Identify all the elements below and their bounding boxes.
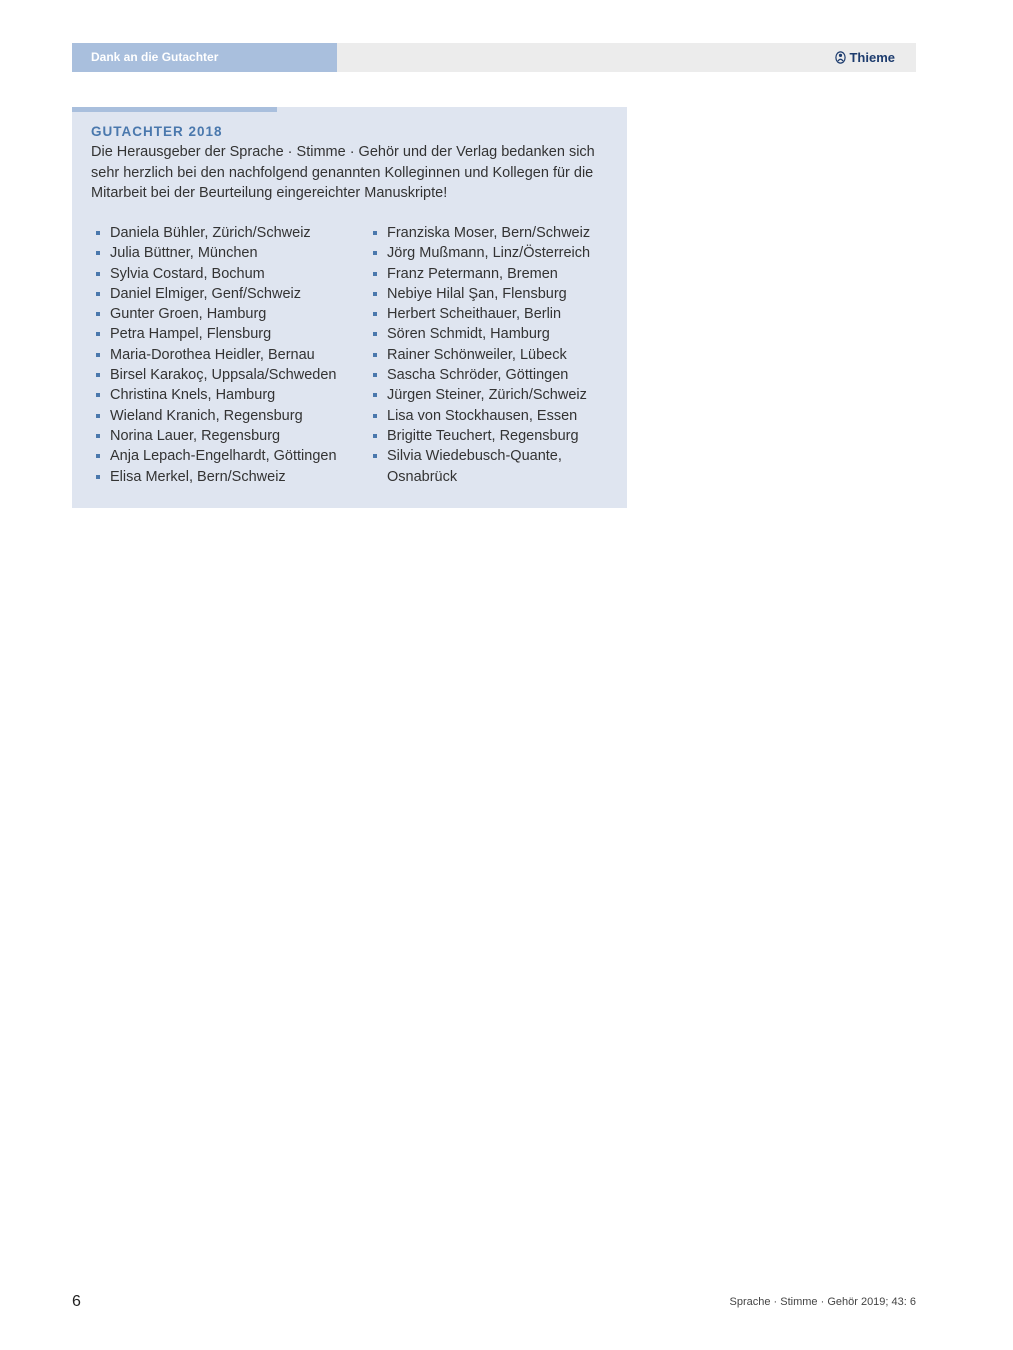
reviewer-list-item: Silvia Wiedebusch-Quante, Osnabrück xyxy=(371,446,611,487)
reviewer-list-item: Brigitte Teuchert, Regensburg xyxy=(371,426,611,446)
reviewer-list-item: Lisa von Stockhausen, Essen xyxy=(371,406,611,426)
reviewer-list-item: Julia Büttner, München xyxy=(94,243,354,263)
reviewer-list-item: Birsel Karakoç, Uppsala/Schweden xyxy=(94,365,354,385)
reviewer-list-item: Rainer Schönweiler, Lübeck xyxy=(371,345,611,365)
reviewer-list-item: Sylvia Costard, Bochum xyxy=(94,264,354,284)
reviewer-list-item: Anja Lepach-Engelhardt, Göttingen xyxy=(94,446,354,466)
journal-citation: Sprache · Stimme · Gehör 2019; 43: 6 xyxy=(729,1296,916,1308)
section-label: Dank an die Gutachter xyxy=(72,43,337,72)
reviewer-list-left xyxy=(94,223,354,487)
reviewer-list-item: Jürgen Steiner, Zürich/Schweiz xyxy=(371,385,611,405)
reviewer-list-item: Jörg Mußmann, Linz/Österreich xyxy=(371,243,611,263)
reviewer-list-item: Norina Lauer, Regensburg xyxy=(94,426,354,446)
thieme-emblem-icon xyxy=(835,51,846,64)
reviewers-box xyxy=(72,107,627,508)
reviewer-list-item: Herbert Scheithauer, Berlin xyxy=(371,304,611,324)
reviewer-list-item: Christina Knels, Hamburg xyxy=(94,385,354,405)
publisher-logo xyxy=(835,43,895,72)
reviewer-list-item: Sören Schmidt, Hamburg xyxy=(371,324,611,344)
reviewer-list-item: Maria-Dorothea Heidler, Bernau xyxy=(94,345,354,365)
reviewer-list-item: Franziska Moser, Bern/Schweiz xyxy=(371,223,611,243)
reviewer-list-right xyxy=(371,223,611,487)
reviewer-list-item: Petra Hampel, Flensburg xyxy=(94,324,354,344)
reviewer-list-item: Nebiye Hilal Şan, Flensburg xyxy=(371,284,611,304)
reviewer-list-item: Wieland Kranich, Regensburg xyxy=(94,406,354,426)
box-accent-bar xyxy=(72,107,277,112)
page-header xyxy=(72,43,916,72)
box-title: GUTACHTER 2018 xyxy=(91,124,223,139)
reviewer-list-item: Elisa Merkel, Bern/Schweiz xyxy=(94,467,354,487)
reviewer-list-item: Daniela Bühler, Zürich/Schweiz xyxy=(94,223,354,243)
reviewer-list-item: Daniel Elmiger, Genf/Schweiz xyxy=(94,284,354,304)
reviewer-list-item: Gunter Groen, Hamburg xyxy=(94,304,354,324)
box-intro-text: Die Herausgeber der Sprache · Stimme · Gehör und der Verlag bedanken sich sehr herzlich bei den nachfolgend genannten Kolleginnen und Kollegen für die Mitarbeit bei der Beurteilung eingereichter Manuskripte! xyxy=(91,144,595,201)
reviewer-list-item: Franz Petermann, Bremen xyxy=(371,264,611,284)
page-number: 6 xyxy=(72,1293,81,1310)
logo-text: Thieme xyxy=(849,50,895,65)
reviewer-list-item: Sascha Schröder, Göttingen xyxy=(371,365,611,385)
